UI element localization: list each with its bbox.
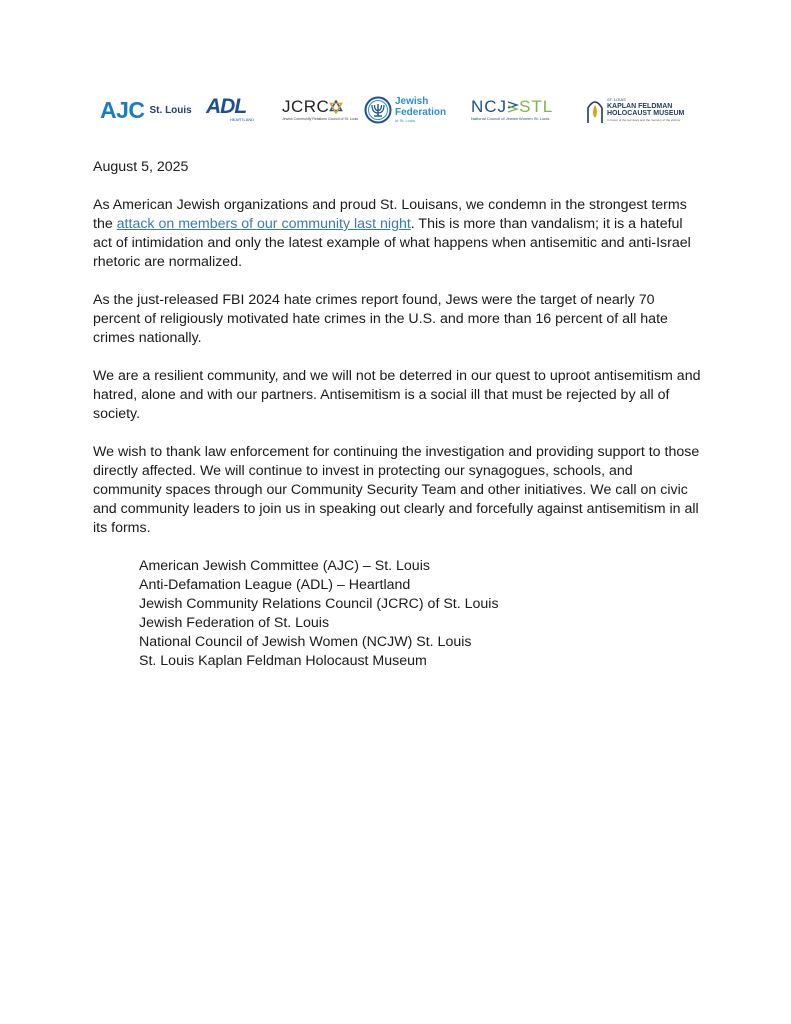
paragraph-1: [93, 196, 705, 272]
jcrc-logo: [282, 92, 358, 128]
paragraph-3: We are a resilient community, and we will not be deterred in our quest to uproot antisemitism and hatred, alone and with our partners. Antisemitism is a social ill that must be rejected by all of society.: [93, 368, 701, 422]
signatory-item: Jewish Federation of St. Louis: [139, 615, 330, 631]
museum-logo-line2: HOLOCAUST MUSEUM: [607, 110, 685, 117]
jcrc-logo-sub: Jewish Community Relations Council of St. Louis: [282, 117, 359, 121]
signatory-item: St. Louis Kaplan Feldman Holocaust Museum: [139, 653, 427, 669]
museum-logo-tag: In honor of the survivors and the memory of the victims: [607, 118, 681, 122]
signatory-item: Jewish Community Relations Council (JCRC) of St. Louis: [139, 596, 499, 612]
ncjw-logo: [471, 92, 553, 128]
museum-logo-line1: KAPLAN FELDMAN: [607, 103, 673, 110]
adl-logo-mark: ADL: [206, 95, 247, 118]
adl-logo: [206, 92, 254, 128]
ncjw-logo-mark-a: NCJ: [471, 97, 508, 116]
museum-logo: [586, 92, 684, 128]
federation-logo-line3: of St. Louis: [395, 118, 416, 123]
signatory-item: American Jewish Committee (AJC) – St. Louis: [139, 558, 430, 574]
letter-body: [93, 158, 705, 671]
flame-arch-icon: [586, 96, 604, 124]
signatory-item: National Council of Jewish Women (NCJW) St. Louis: [139, 634, 472, 650]
ajc-logo-sub: St. Louis: [149, 104, 192, 116]
federation-logo-line2: Federation: [395, 107, 447, 118]
ajc-logo: [100, 92, 192, 128]
ncjw-chevron-icon: [507, 100, 519, 114]
star-of-david-icon: [329, 100, 343, 114]
ajc-logo-mark: AJC: [100, 96, 145, 123]
adl-logo-sub: HEARTLAND: [230, 117, 255, 122]
signatory-item: Anti-Defamation League (ADL) – Heartland: [139, 577, 411, 593]
federation-logo: [364, 92, 446, 128]
museum-logo-small: ST. LOUIS: [607, 97, 626, 102]
paragraph-1-start: As American Jewish organizations and proud St. Louisans, we condemn in the strongest terms the: [93, 197, 687, 232]
signatory-list: [139, 557, 705, 671]
letter-date: August 5, 2025: [93, 159, 189, 175]
menorah-circle-icon: [364, 96, 392, 124]
attack-article-link[interactable]: attack on members of our community last night: [116, 216, 411, 232]
paragraph-1-end: . This is more than vandalism; it is a hateful act of intimidation and only the latest example of what happens when antisemitic and anti-Israel rhetoric are normalized.: [93, 216, 691, 270]
ncjw-logo-sub: National Council of Jewish Women St. Louis: [471, 116, 550, 121]
jcrc-logo-mark: JCRC: [282, 97, 330, 116]
paragraph-2: As the just-released FBI 2024 hate crimes report found, Jews were the target of nearly 70 percent of religiously motivated hate crimes in the U.S. and more than 16 percent of all hate crimes nationally.: [93, 292, 668, 346]
ncjw-logo-mark-b: STL: [519, 97, 554, 116]
logo-row: [96, 92, 696, 132]
federation-logo-line1: Jewish: [395, 96, 429, 107]
paragraph-4: We wish to thank law enforcement for continuing the investigation and providing support to those directly affected. We will continue to invest in protecting our synagogues, schools, and community spaces through our Community Security Team and other initiatives. We call on civic and community leaders to join us in speaking out clearly and forcefully against antisemitism in all its forms.: [93, 444, 700, 536]
